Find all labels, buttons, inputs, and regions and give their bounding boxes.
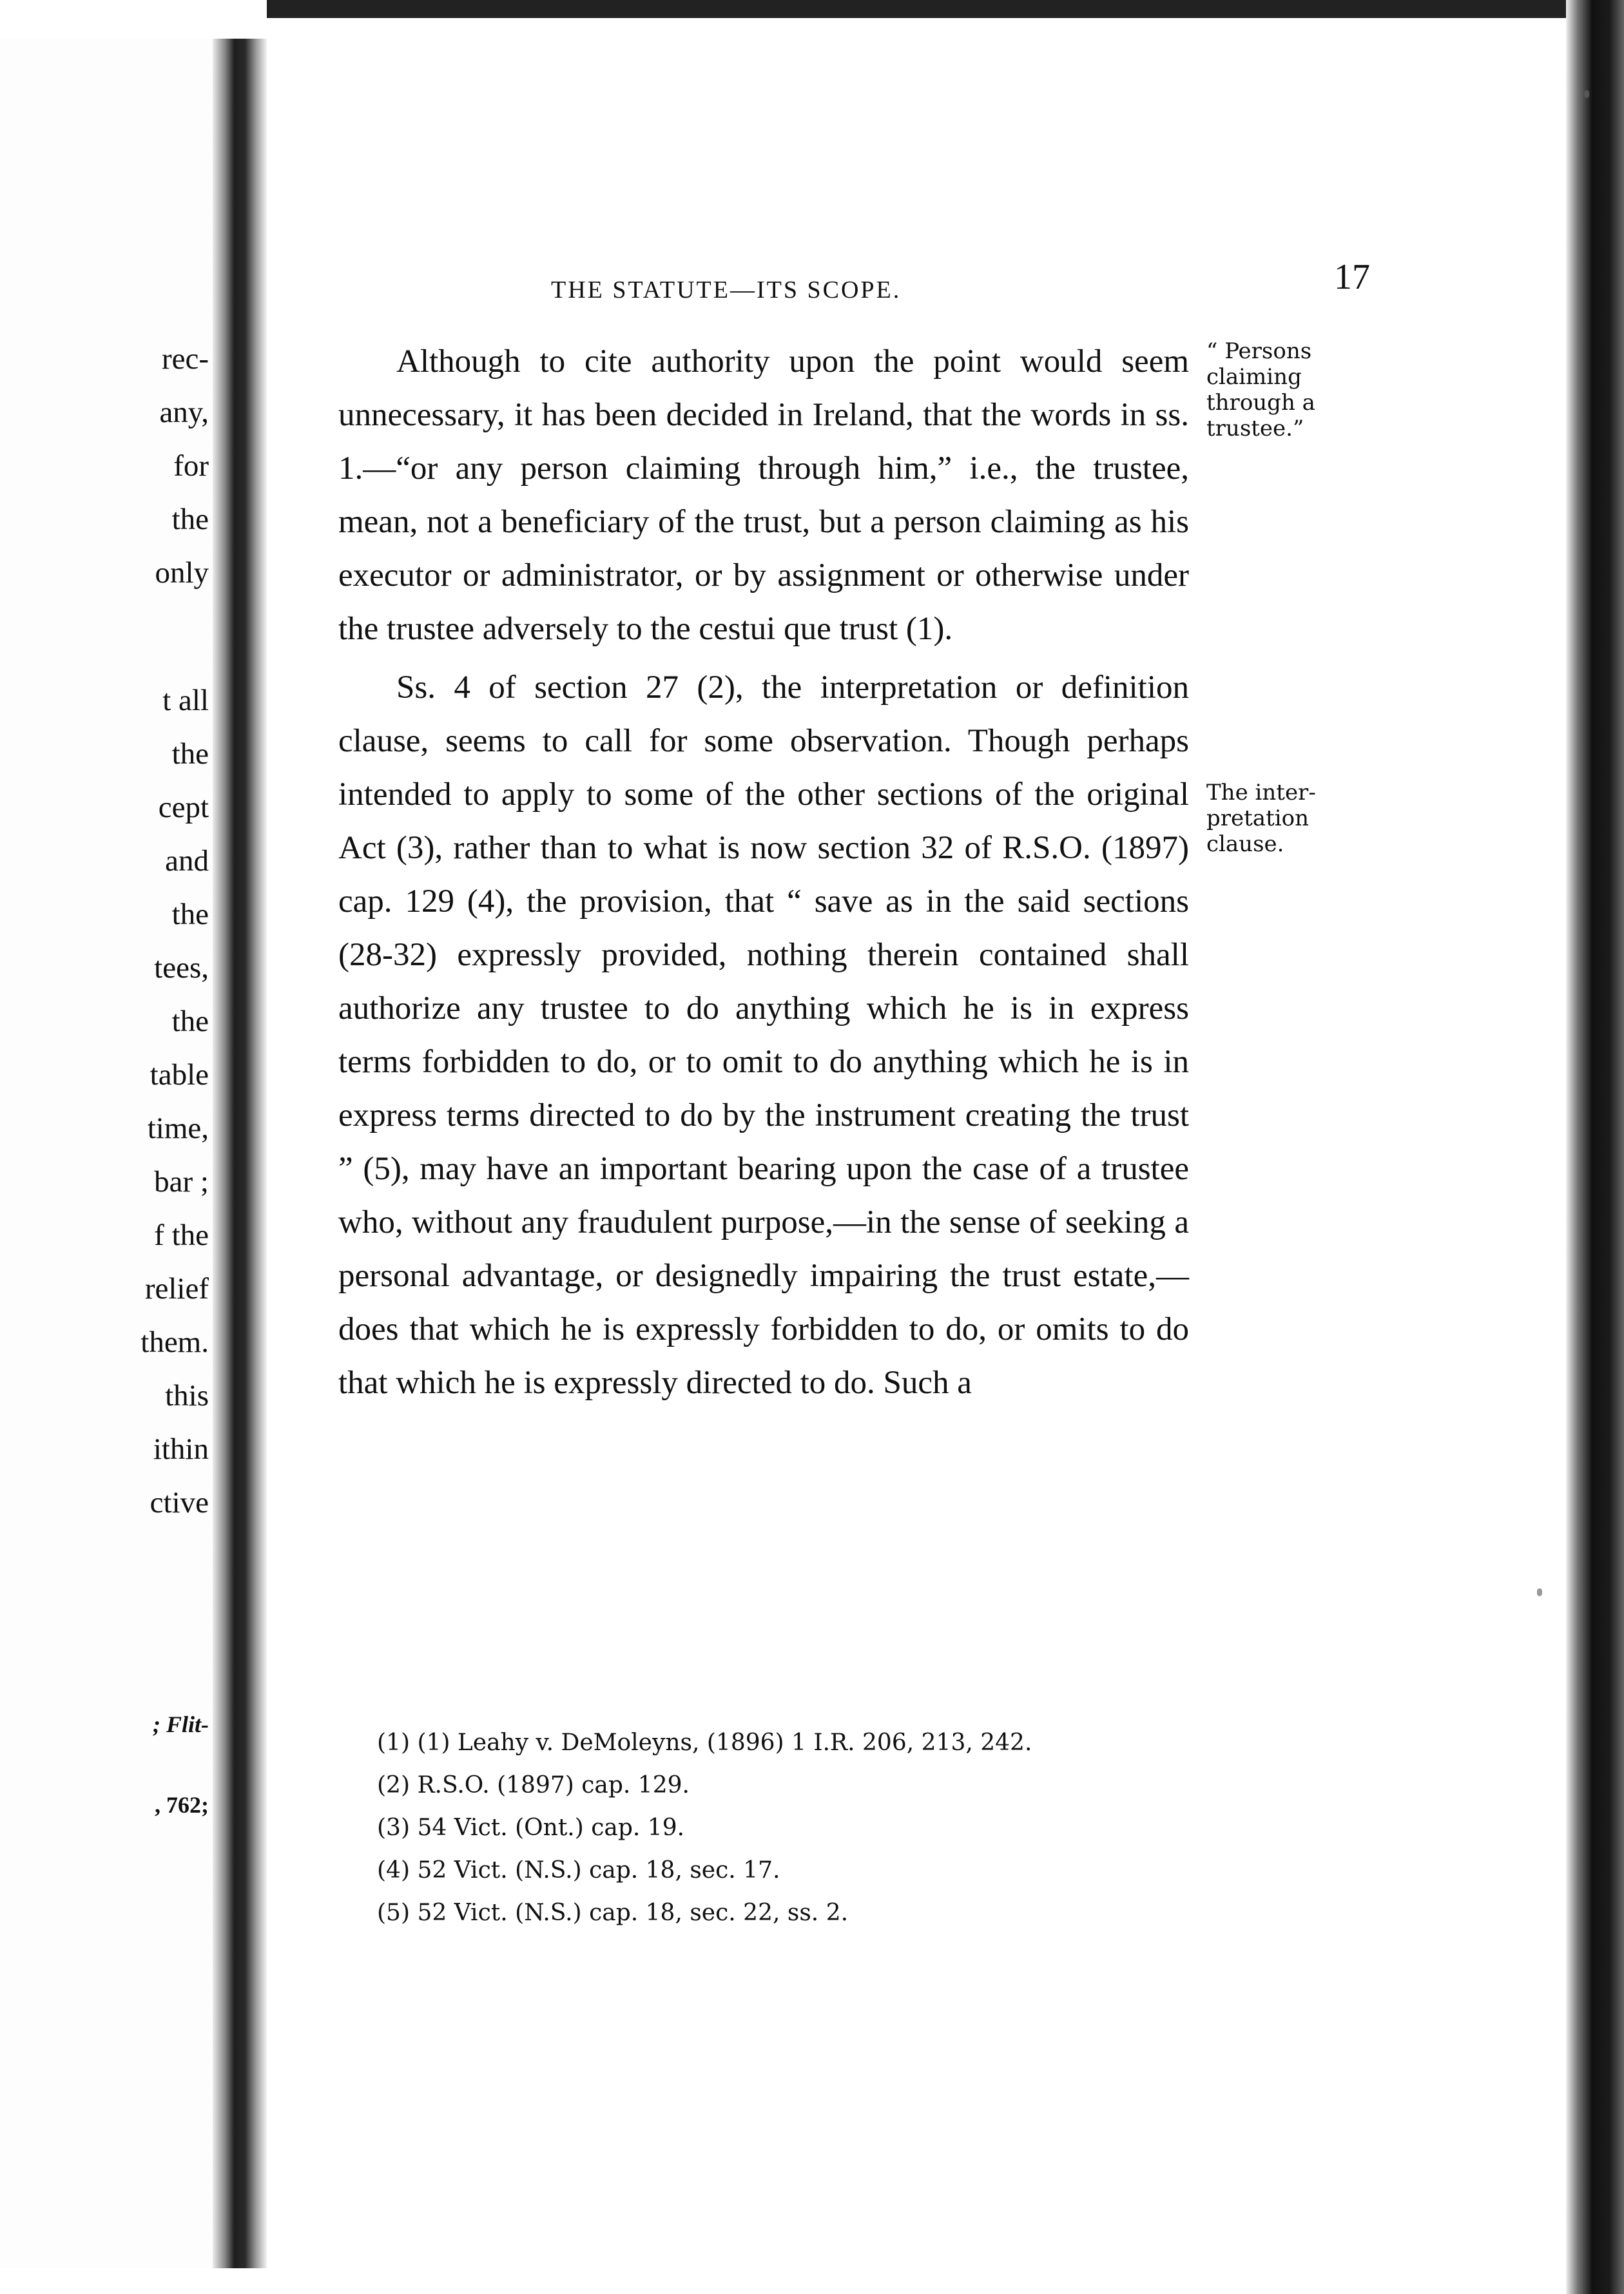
previous-page-footnote-fragment: , 762; bbox=[155, 1792, 209, 1818]
side-note bbox=[1206, 338, 1355, 441]
side-note-line: through a bbox=[1206, 390, 1315, 416]
footnote: (2) R.S.O. (1897) cap. 129. bbox=[377, 1772, 690, 1798]
scan-speck bbox=[1584, 90, 1589, 98]
side-note-line: trustee.” bbox=[1206, 416, 1304, 441]
previous-page-line: cept bbox=[158, 791, 209, 824]
previous-page-footnote-fragment: ; Flit- bbox=[153, 1711, 209, 1737]
previous-page-line: t all bbox=[162, 684, 209, 717]
side-note-line: claiming bbox=[1206, 364, 1302, 390]
previous-page-line: them. bbox=[140, 1325, 209, 1359]
previous-page-line: f the bbox=[154, 1219, 209, 1252]
footnote: (3) 54 Vict. (Ont.) cap. 19. bbox=[377, 1815, 685, 1841]
previous-page-fragment bbox=[0, 39, 213, 2268]
previous-page-line: rec- bbox=[161, 342, 209, 376]
footnote: (4) 52 Vict. (N.S.) cap. 18, sec. 17. bbox=[377, 1857, 780, 1884]
previous-page-line: only bbox=[155, 556, 209, 590]
footnotes bbox=[377, 1722, 1032, 1934]
page-edge-shadow bbox=[1566, 0, 1624, 2294]
previous-page-line: tees, bbox=[154, 951, 209, 985]
side-note-line: “ Persons bbox=[1206, 338, 1312, 364]
book-gutter bbox=[213, 39, 267, 2268]
body-text bbox=[338, 335, 1189, 1410]
previous-page-line: ithin bbox=[153, 1432, 209, 1466]
page-number: 17 bbox=[1334, 257, 1370, 297]
previous-page-line: and bbox=[165, 844, 209, 878]
paragraph: Ss. 4 of section 27 (2), the interpretation or definition clause, seems to call for some observation. Though perhaps intended to apply to some of the other sections of the original Act (3), rather than to what is now section 32 of R.S.O. (1897) cap. 129 (4), the provision, that “ save as in the said sections (28-32) expressly provided, nothing therein contained shall authorize any trustee to do anything which he is in express terms forbidden to do, or to omit to do anything which he is in express terms directed to do by the instrument creating the trust ” (5), may have an important bearing upon the case of a trustee who, without any fraudulent purpose,—in the sense of seeking a personal advantage, or designedly impairing the trust estate,—does that which he is expressly forbidden to do, or omits to do that which he is expressly directed to do. Such a bbox=[338, 670, 1189, 1401]
running-header: THE STATUTE—ITS SCOPE. bbox=[551, 276, 902, 304]
previous-page-line: time, bbox=[147, 1112, 209, 1145]
footnote: (5) 52 Vict. (N.S.) cap. 18, sec. 22, ss. 2. bbox=[377, 1900, 849, 1926]
previous-page-line: any, bbox=[159, 396, 209, 429]
previous-page-line: the bbox=[171, 898, 209, 931]
side-note-line: clause. bbox=[1206, 831, 1284, 857]
paragraph: Although to cite authority upon the point would seem unnecessary, it has been decided in Ireland, that the words in ss. 1.—“or any person claiming through him,” i.e., the trustee, mean, not a beneficiary of the trust, but a person claiming as his executor or administrator, or by assignment or otherwise under the trustee adversely to the cestui que trust (1). bbox=[338, 343, 1189, 647]
previous-page-line: the bbox=[171, 737, 209, 771]
previous-page-line: ctive bbox=[150, 1486, 209, 1519]
previous-page-line: table bbox=[150, 1058, 209, 1092]
previous-page-line: this bbox=[165, 1379, 209, 1412]
previous-page-line: for bbox=[173, 449, 209, 483]
previous-page-line: relief bbox=[144, 1272, 209, 1306]
side-note-line: The inter- bbox=[1206, 780, 1316, 805]
side-note-line: pretation bbox=[1206, 805, 1309, 831]
footnote: (1) (1) Leahy v. DeMoleyns, (1896) 1 I.R. 206, 213, 242. bbox=[377, 1730, 1032, 1756]
previous-page-line: bar ; bbox=[154, 1165, 209, 1199]
previous-page-line: the bbox=[171, 1005, 209, 1038]
previous-page-line: the bbox=[171, 503, 209, 536]
scan-speck bbox=[1537, 1588, 1542, 1596]
side-note bbox=[1206, 780, 1355, 857]
